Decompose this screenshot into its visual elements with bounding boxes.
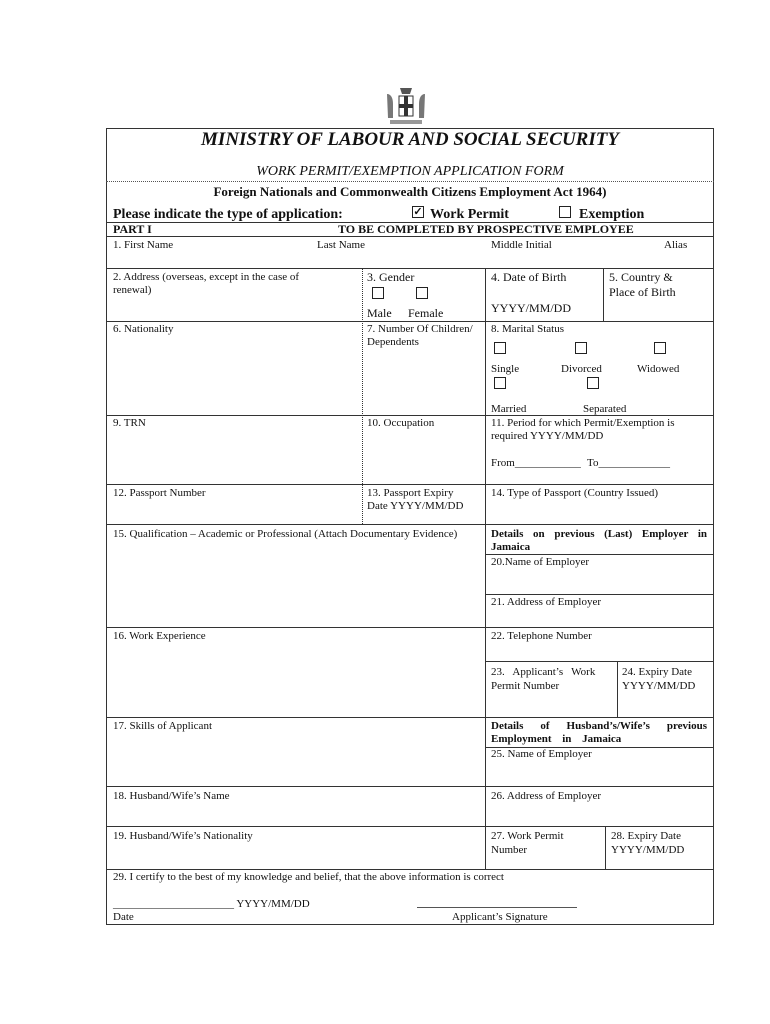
spouse-permit-label: 27. Work Permit (491, 830, 564, 842)
part-instruction: TO BE COMPLETED BY PROSPECTIVE EMPLOYEE (338, 222, 634, 236)
signature-line[interactable] (417, 907, 577, 908)
act-title: Foreign Nationals and Commonwealth Citizens Employment Act 1964) (213, 184, 607, 199)
single-checkbox[interactable] (494, 342, 506, 354)
divider (485, 594, 714, 595)
spouse-employer-address-label: 26. Address of Employer (491, 790, 601, 802)
skills-label: 17. Skills of Applicant (113, 720, 212, 732)
employer-name-label: 20.Name of Employer (491, 556, 590, 568)
children-label: 7. Number Of Children/ (367, 323, 473, 335)
employer-address-label: 21. Address of Employer (491, 596, 601, 608)
divider (106, 181, 714, 182)
signature-label: Applicant’s Signature (452, 911, 548, 923)
address-label-cont: renewal) (113, 284, 152, 296)
separated-checkbox[interactable] (587, 377, 599, 389)
marital-status-label: 8. Marital Status (491, 323, 565, 335)
last-name-label: Last Name (317, 239, 365, 251)
divider (106, 236, 714, 237)
previous-employer-heading: Details on previous (Last) Employer in Jamaica (491, 528, 707, 553)
married-checkbox[interactable] (494, 377, 506, 389)
spouse-nationality-label: 19. Husband/Wife’s Nationality (113, 830, 253, 842)
male-checkbox[interactable] (372, 287, 384, 299)
divorced-label: Divorced (561, 363, 602, 375)
applicant-permit-label: 23. Applicant’s Work (491, 666, 596, 678)
expiry-date-label: 24. Expiry Date (622, 666, 692, 678)
divider (106, 826, 714, 827)
country-birth-label-cont: Place of Birth (609, 285, 676, 299)
first-name-label: 1. First Name (113, 239, 174, 251)
date-field[interactable]: ______________________ YYYY/MM/DD (113, 898, 310, 910)
gender-label: 3. Gender (367, 270, 415, 284)
period-from-field[interactable]: From____________ (491, 457, 581, 469)
work-permit-checkbox[interactable]: ✓ (413, 206, 423, 218)
ministry-title: MINISTRY OF LABOUR AND SOCIAL SECURITY (201, 129, 619, 150)
form-title: WORK PERMIT/EXEMPTION APPLICATION FORM (256, 164, 564, 179)
certification-statement: 29. I certify to the best of my knowledge and belief, that the above information is correct (113, 871, 504, 883)
divider (106, 321, 714, 322)
divider (106, 268, 714, 269)
single-label: Single (491, 363, 520, 375)
female-label: Female (408, 306, 444, 320)
divider (106, 786, 714, 787)
divider (485, 268, 486, 869)
divider (605, 826, 606, 869)
divider (106, 627, 714, 628)
spouse-expiry-label: 28. Expiry Date (611, 830, 681, 842)
coat-of-arms-emblem (382, 84, 430, 126)
dob-format: YYYY/MM/DD (491, 301, 572, 315)
passport-number-label: 12. Passport Number (113, 487, 206, 499)
application-type-prompt: Please indicate the type of application: (113, 207, 343, 222)
divider (485, 554, 714, 555)
spouse-employment-heading: Details of Husband’s/Wife’s previous Employment in Jamaica (491, 720, 707, 745)
telephone-label: 22. Telephone Number (491, 630, 592, 642)
passport-type-label: 14. Type of Passport (Country Issued) (491, 487, 659, 499)
passport-expiry-label: 13. Passport Expiry (367, 487, 454, 499)
widowed-checkbox[interactable] (654, 342, 666, 354)
passport-expiry-label-cont: Date YYYY/MM/DD (367, 500, 464, 512)
period-label-cont: required YYYY/MM/DD (491, 430, 604, 442)
spouse-permit-label-cont: Number (491, 844, 528, 856)
exemption-checkbox[interactable] (559, 206, 571, 218)
divider (106, 484, 714, 485)
work-permit-label: Work Permit (430, 207, 509, 222)
trn-label: 9. TRN (113, 417, 146, 429)
divider (362, 268, 363, 524)
widowed-label: Widowed (637, 363, 680, 375)
exemption-label: Exemption (579, 207, 645, 222)
expiry-date-format: YYYY/MM/DD (622, 680, 696, 692)
qualification-label: 15. Qualification – Academic or Professional (Attach Documentary Evidence) (113, 528, 458, 540)
address-label: 2. Address (overseas, except in the case of (113, 271, 300, 283)
country-birth-label: 5. Country & (609, 270, 673, 284)
male-label: Male (367, 306, 392, 320)
alias-label: Alias (664, 239, 688, 251)
date-label: Date (113, 911, 134, 923)
divider (106, 717, 714, 718)
divider (485, 661, 714, 662)
dob-label: 4. Date of Birth (491, 270, 567, 284)
spouse-expiry-format: YYYY/MM/DD (611, 844, 685, 856)
divider (106, 524, 714, 525)
occupation-label: 10. Occupation (367, 417, 435, 429)
divider (617, 661, 618, 717)
work-experience-label: 16. Work Experience (113, 630, 206, 642)
period-to-field[interactable]: To_____________ (587, 457, 670, 469)
period-label: 11. Period for which Permit/Exemption is (491, 417, 675, 429)
spouse-employer-name-label: 25. Name of Employer (491, 748, 592, 760)
divorced-checkbox[interactable] (575, 342, 587, 354)
separated-label: Separated (583, 403, 627, 415)
applicant-permit-label-cont: Permit Number (491, 680, 560, 692)
middle-initial-label: Middle Initial (491, 239, 552, 251)
part-label: PART I (113, 222, 152, 236)
divider (106, 869, 714, 870)
nationality-label: 6. Nationality (113, 323, 174, 335)
form-border (106, 128, 714, 925)
female-checkbox[interactable] (416, 287, 428, 299)
divider (603, 268, 604, 321)
spouse-name-label: 18. Husband/Wife’s Name (113, 790, 230, 802)
children-label-cont: Dependents (367, 336, 419, 348)
married-label: Married (491, 403, 527, 415)
